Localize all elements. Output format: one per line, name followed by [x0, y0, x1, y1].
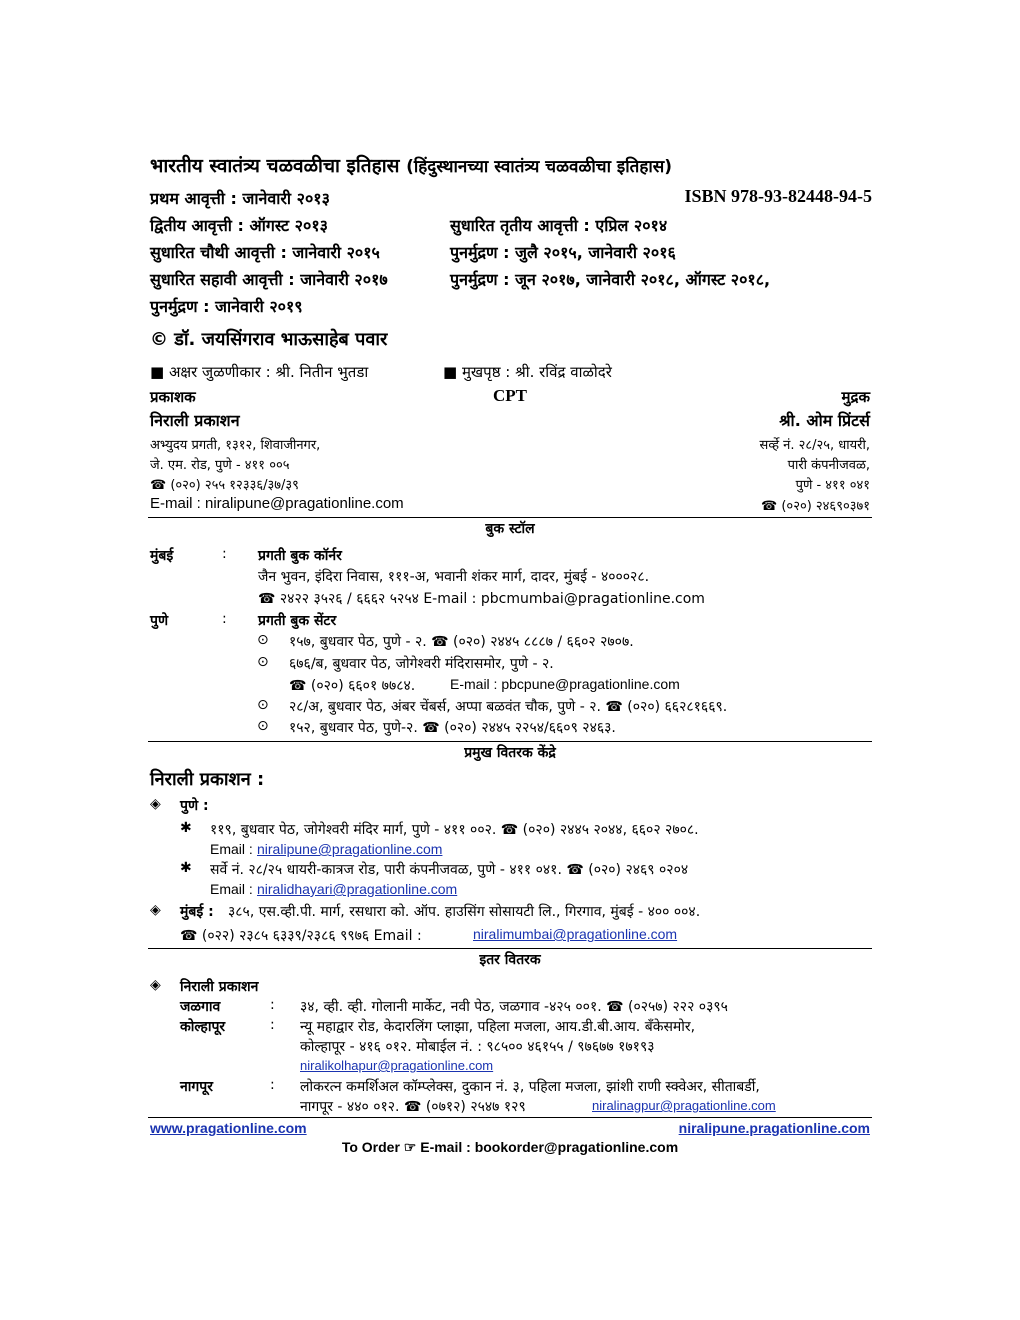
book-title	[150, 152, 672, 178]
diamond-icon: ◈	[150, 902, 161, 918]
edition-fourth: सुधारित चौथी आवृत्ती : जानेवारी २०१५	[150, 243, 380, 262]
edition-first: प्रथम आवृत्ती : जानेवारी २०१३	[150, 189, 330, 208]
nagpur-address-1: लोकरत्न कमर्शिअल कॉम्प्लेक्स, दुकान नं. ३, पहिला मजला, झांशी राणी स्क्वेअर, सीताबर्डी,	[300, 1079, 760, 1095]
edition-sixth: सुधारित सहावी आवृत्ती : जानेवारी २०१७	[150, 270, 388, 289]
jalgaon-address: ३४, व्ही. व्ही. गोलानी मार्केट, नवी पेठ, जळगाव -४२५ ००१. ☎ (०२५७) २२२ ०३९५	[300, 999, 728, 1015]
pune-stall-2: ६७६/ब, बुधवार पेठ, जोगेश्वरी मंदिरासमोर, पुणे - २.	[289, 656, 554, 672]
distribution-org: निराली प्रकाशन :	[150, 769, 265, 790]
publisher-name: निराली प्रकाशन	[150, 411, 240, 430]
printer-phone: ☎ (०२०) २४६९०३७१	[761, 499, 870, 514]
isbn: ISBN 978-93-82448-94-5	[684, 186, 872, 206]
dist-pune-1-email-label: Email :	[210, 841, 253, 857]
publisher-address-2: जे. एम. रोड, पुणे - ४११ ००५	[150, 458, 290, 473]
kolhapur-address-2: कोल्हापूर - ४१६ ०१२. मोबाईल नं. : ९८५०० ४६१५५ / ९७६७७ १७१९३	[300, 1039, 655, 1055]
kolhapur-email-link[interactable]: niralikolhapur@pragationline.com	[300, 1058, 494, 1073]
cover-credit: ■ मुखपृष्ठ : श्री. रविंद्र वाळोदरे	[443, 363, 612, 381]
diamond-icon: ◈	[150, 796, 161, 812]
nagpur-label: नागपूर	[180, 1079, 213, 1095]
nagpur-address-2: नागपूर - ४४० ०१२. ☎ (०७१२) २५४७ १२९	[300, 1099, 526, 1115]
printer-label: मुद्रक	[841, 388, 870, 406]
divider	[148, 1117, 872, 1118]
star-icon: ✱	[180, 820, 192, 836]
divider	[148, 517, 872, 518]
distribution-heading: प्रमुख वितरक केंद्रे	[464, 745, 556, 761]
pune-stall-3: २८/अ, बुधवार पेठ, अंबर चेंबर्स, अप्पा बळवंत चौक, पुणे - २. ☎ (०२०) ६६२८१६६९.	[289, 699, 728, 715]
bullet-icon: ⊙	[257, 654, 269, 670]
pune-stall-2-email: E-mail : pbcpune@pragationline.com	[450, 676, 680, 692]
stall-name-mumbai: प्रगती बुक कॉर्नर	[258, 548, 342, 564]
divider	[148, 741, 872, 742]
other-org: निराली प्रकाशन	[180, 979, 259, 995]
reprint-2: पुनर्मुद्रण : जून २०१७, जानेवारी २०१८, ऑगस्ट २०१८,	[450, 270, 771, 289]
jalgaon-label: जळगाव	[180, 999, 221, 1015]
bullet-icon: ⊙	[257, 718, 269, 734]
colon: :	[222, 611, 227, 627]
other-distributors-heading: इतर वितरक	[479, 952, 541, 968]
dist-mumbai-label: मुंबई :	[180, 904, 214, 920]
kolhapur-address-1: न्यू महाद्वार रोड, केदारलिंग प्लाझा, पहिला मजला, आय.डी.बी.आय. बँकेसमोर,	[300, 1019, 696, 1035]
publisher-phone: ☎ (०२०) २५५ १२३३६/३७/३९	[150, 478, 299, 493]
edition-third: सुधारित तृतीय आवृत्ती : एप्रिल २०१४	[450, 216, 668, 235]
stall-city-mumbai: मुंबई	[150, 548, 174, 564]
stall-city-pune: पुणे	[150, 613, 169, 629]
reprint-3: पुनर्मुद्रण : जानेवारी २०१९	[150, 297, 303, 316]
dist-mumbai-address: ३८५, एस.व्ही.पी. मार्ग, रसधारा को. ऑप. हाउसिंग सोसायटी लि., गिरगाव, मुंबई - ४०० ००४.	[228, 904, 701, 920]
printer-address-3: पुणे - ४११ ०४१	[795, 478, 870, 493]
title-sub: (हिंदुस्थानच्या स्वातंत्र्य चळवळीचा इतिहास)	[406, 157, 673, 177]
edition-second: द्वितीय आवृत्ती : ऑगस्ट २०१३	[150, 216, 328, 235]
stall-name-pune: प्रगती बुक सेंटर	[258, 613, 337, 629]
colon: :	[270, 997, 275, 1013]
kolhapur-label: कोल्हापूर	[180, 1019, 226, 1035]
book-stall-heading: बुक स्टॉल	[485, 521, 535, 537]
nagpur-email-link[interactable]: niralinagpur@pragationline.com	[592, 1098, 776, 1113]
divider	[148, 948, 872, 949]
stall-phone-mumbai: ☎ २४२२ ३५२६ / ६६६२ ५२५४ E-mail : pbcmumbai@pragationline.com	[258, 591, 705, 607]
dist-pune-2: सर्वे नं. २८/२५ धायरी-कात्रज रोड, पारी कंपनीजवळ, पुणे - ४११ ०४१. ☎ (०२०) २४६९ ०२०४	[210, 862, 689, 878]
diamond-icon: ◈	[150, 977, 161, 993]
dist-mumbai-phone: ☎ (०२२) २३८५ ६३३९/२३८६ ९९७६ Email :	[180, 928, 422, 944]
copyright: © डॉ. जयसिंगराव भाऊसाहेब पवार	[150, 329, 388, 350]
colon: :	[270, 1077, 275, 1093]
footer-site-right-link[interactable]: niralipune.pragationline.com	[678, 1120, 870, 1136]
dist-pune-1-email-link[interactable]: niralipune@pragationline.com	[257, 841, 443, 857]
title-main: भारतीय स्वातंत्र्य चळवळीचा इतिहास	[150, 155, 400, 177]
publisher-label: प्रकाशक	[150, 388, 196, 406]
printer-address-2: पारी कंपनीजवळ,	[787, 458, 870, 473]
typesetter-credit: ■ अक्षर जुळणीकार : श्री. नितीन भुतडा	[150, 363, 369, 381]
dist-mumbai-email-link[interactable]: niralimumbai@pragationline.com	[473, 926, 678, 942]
bullet-icon: ⊙	[257, 632, 269, 648]
printer-name: श्री. ओम प्रिंटर्स	[779, 411, 870, 430]
printer-address-1: सर्व्हे नं. २८/२५, धायरी,	[759, 438, 870, 453]
publisher-email: E-mail : niralipune@pragationline.com	[150, 495, 404, 512]
pune-stall-2-phone: ☎ (०२०) ६६०१ ७७८४.	[289, 678, 416, 694]
dist-pune-2-email-label: Email :	[210, 881, 253, 897]
pune-stall-1: १५७, बुधवार पेठ, पुणे - २. ☎ (०२०) २४४५ ८८८७ / ६६०२ २७०७.	[289, 634, 634, 650]
pune-stall-4: १५२, बुधवार पेठ, पुणे-२. ☎ (०२०) २४४५ २२५४/६६०९ २४६३.	[289, 720, 616, 736]
colon: :	[222, 546, 227, 562]
dist-pune-label: पुणे :	[180, 798, 209, 814]
bullet-icon: ⊙	[257, 697, 269, 713]
publisher-address-1: अभ्युदय प्रगती, १३१२, शिवाजीनगर,	[150, 438, 321, 453]
footer-site-left-link[interactable]: www.pragationline.com	[150, 1120, 307, 1136]
dist-pune-2-email-link[interactable]: niralidhayari@pragationline.com	[257, 881, 458, 897]
cpt-mark: CPT	[493, 386, 527, 405]
reprint-1: पुनर्मुद्रण : जुलै २०१५, जानेवारी २०१६	[450, 243, 676, 262]
dist-pune-1: ११९, बुधवार पेठ, जोगेश्वरी मंदिर मार्ग, पुणे - ४११ ००२. ☎ (०२०) २४४५ २०४४, ६६०२ २७०८.	[210, 822, 699, 838]
star-icon: ✱	[180, 860, 192, 876]
order-email: To Order ☞ E-mail : bookorder@pragationline.com	[341, 1139, 679, 1155]
stall-address-mumbai: जैन भुवन, इंदिरा निवास, १११-अ, भवानी शंकर मार्ग, दादर, मुंबई - ४०००२८.	[258, 569, 650, 585]
colon: :	[270, 1017, 275, 1033]
